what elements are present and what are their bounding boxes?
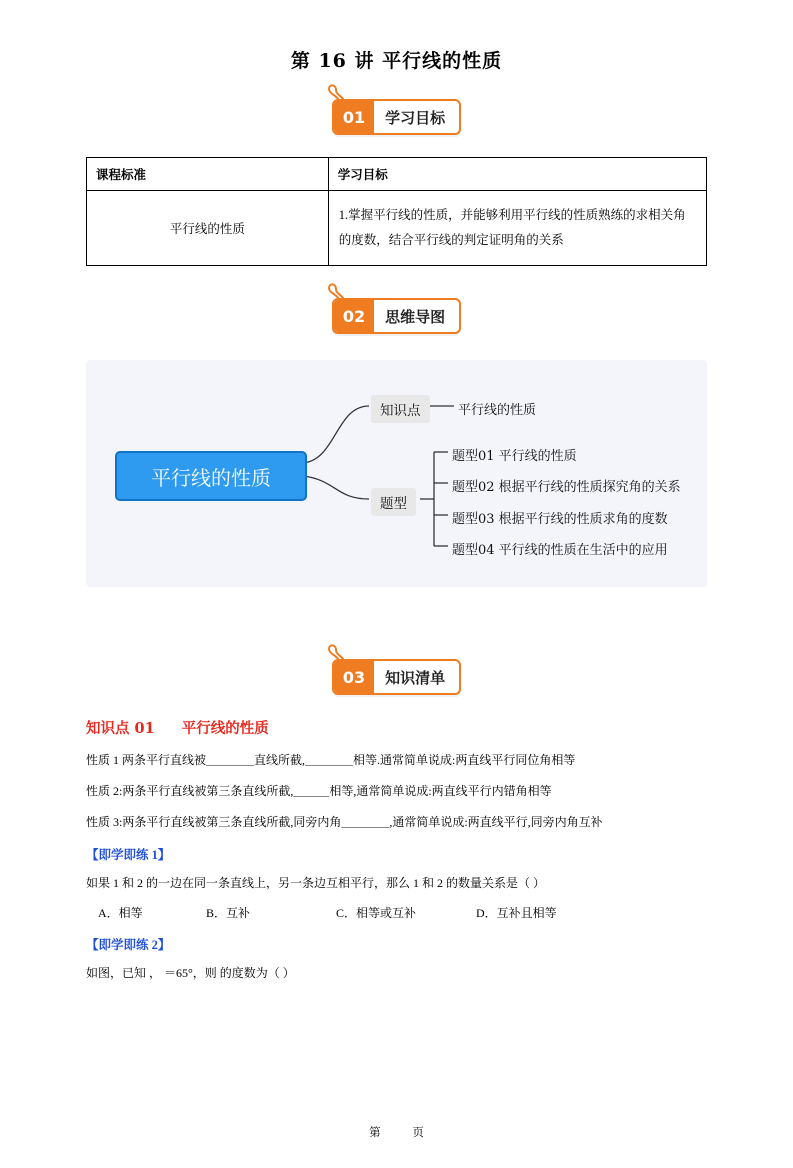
footer-suffix: 页 <box>412 1127 424 1139</box>
drill-heading: 【即学即练 1】 <box>86 848 171 862</box>
table-header-standard: 课程标准 <box>87 158 329 191</box>
footer-prefix: 第 <box>369 1127 381 1139</box>
section-label: 学习目标 <box>385 108 446 127</box>
mindmap-branch-types: 题型 <box>371 488 416 516</box>
property-line: 性质 3:两条平行直线被第三条直线所截,同旁内角＿＿＿＿,通常简单说成:两直线平行,同旁内角互补 <box>86 815 603 829</box>
section-number: 03 <box>334 661 374 693</box>
table-header-row <box>87 158 707 191</box>
drill-question: 如图，已知 ， ＝65°，则 的度数为（ ） <box>86 966 295 981</box>
mindmap-type-item: 题型02 根据平行线的性质探究角的关系 <box>452 480 681 495</box>
section-badge-02 <box>86 298 707 334</box>
document-page <box>0 46 793 1168</box>
mindmap-panel <box>86 360 707 587</box>
table-row <box>87 191 707 266</box>
objectives-table <box>86 157 707 266</box>
property-line: 性质 1 两条平行直线被＿＿＿＿直线所截,＿＿＿＿相等.通常简单说成:两直线平行同位角相等 <box>86 753 576 767</box>
option-b: B．互补 <box>206 906 251 921</box>
section-label: 知识清单 <box>385 668 446 687</box>
option-d: D．互补且相等 <box>476 906 557 921</box>
knowledge-point-label: 知识点 01 <box>86 720 155 737</box>
mindmap-type-item: 题型01 平行线的性质 <box>452 449 577 464</box>
cell-goal: 1.掌握平行线的性质，并能够利用平行线的性质熟练的求相关角的度数，结合平行线的判定证明角的关系 <box>328 191 706 266</box>
section-badge-01 <box>86 99 707 135</box>
mindmap-type-item: 题型03 根据平行线的性质求角的度数 <box>452 512 668 527</box>
section-label: 思维导图 <box>385 307 446 326</box>
mindmap-type-item: 题型04 平行线的性质在生活中的应用 <box>452 543 668 558</box>
cell-standard: 平行线的性质 <box>87 191 329 266</box>
property-line: 性质 2:两条平行直线被第三条直线所截,＿＿＿相等,通常简单说成:两直线平行内错角相等 <box>86 784 552 798</box>
drill-options <box>86 904 707 921</box>
section-badge-03 <box>86 659 707 695</box>
page-title: 第 16 讲 平行线的性质 <box>290 50 503 72</box>
page-footer <box>0 1124 793 1140</box>
option-a: A．相等 <box>98 906 143 921</box>
section-number: 01 <box>334 101 374 133</box>
mindmap-root-node: 平行线的性质 <box>115 451 307 501</box>
section-number: 02 <box>334 300 374 332</box>
drill-question: 如果 1 和 2 的一边在同一条直线上，另一条边互相平行，那么 1 和 2 的数量关系是（ ） <box>86 876 546 890</box>
knowledge-point-name: 平行线的性质 <box>181 720 269 737</box>
table-header-goal: 学习目标 <box>328 158 706 191</box>
mindmap-branch-knowledge: 知识点 <box>371 395 430 423</box>
option-c: C．相等或互补 <box>336 906 417 921</box>
drill-heading: 【即学即练 2】 <box>86 938 171 953</box>
knowledge-point-title <box>86 717 707 738</box>
mindmap-knowledge-item: 平行线的性质 <box>458 403 537 418</box>
